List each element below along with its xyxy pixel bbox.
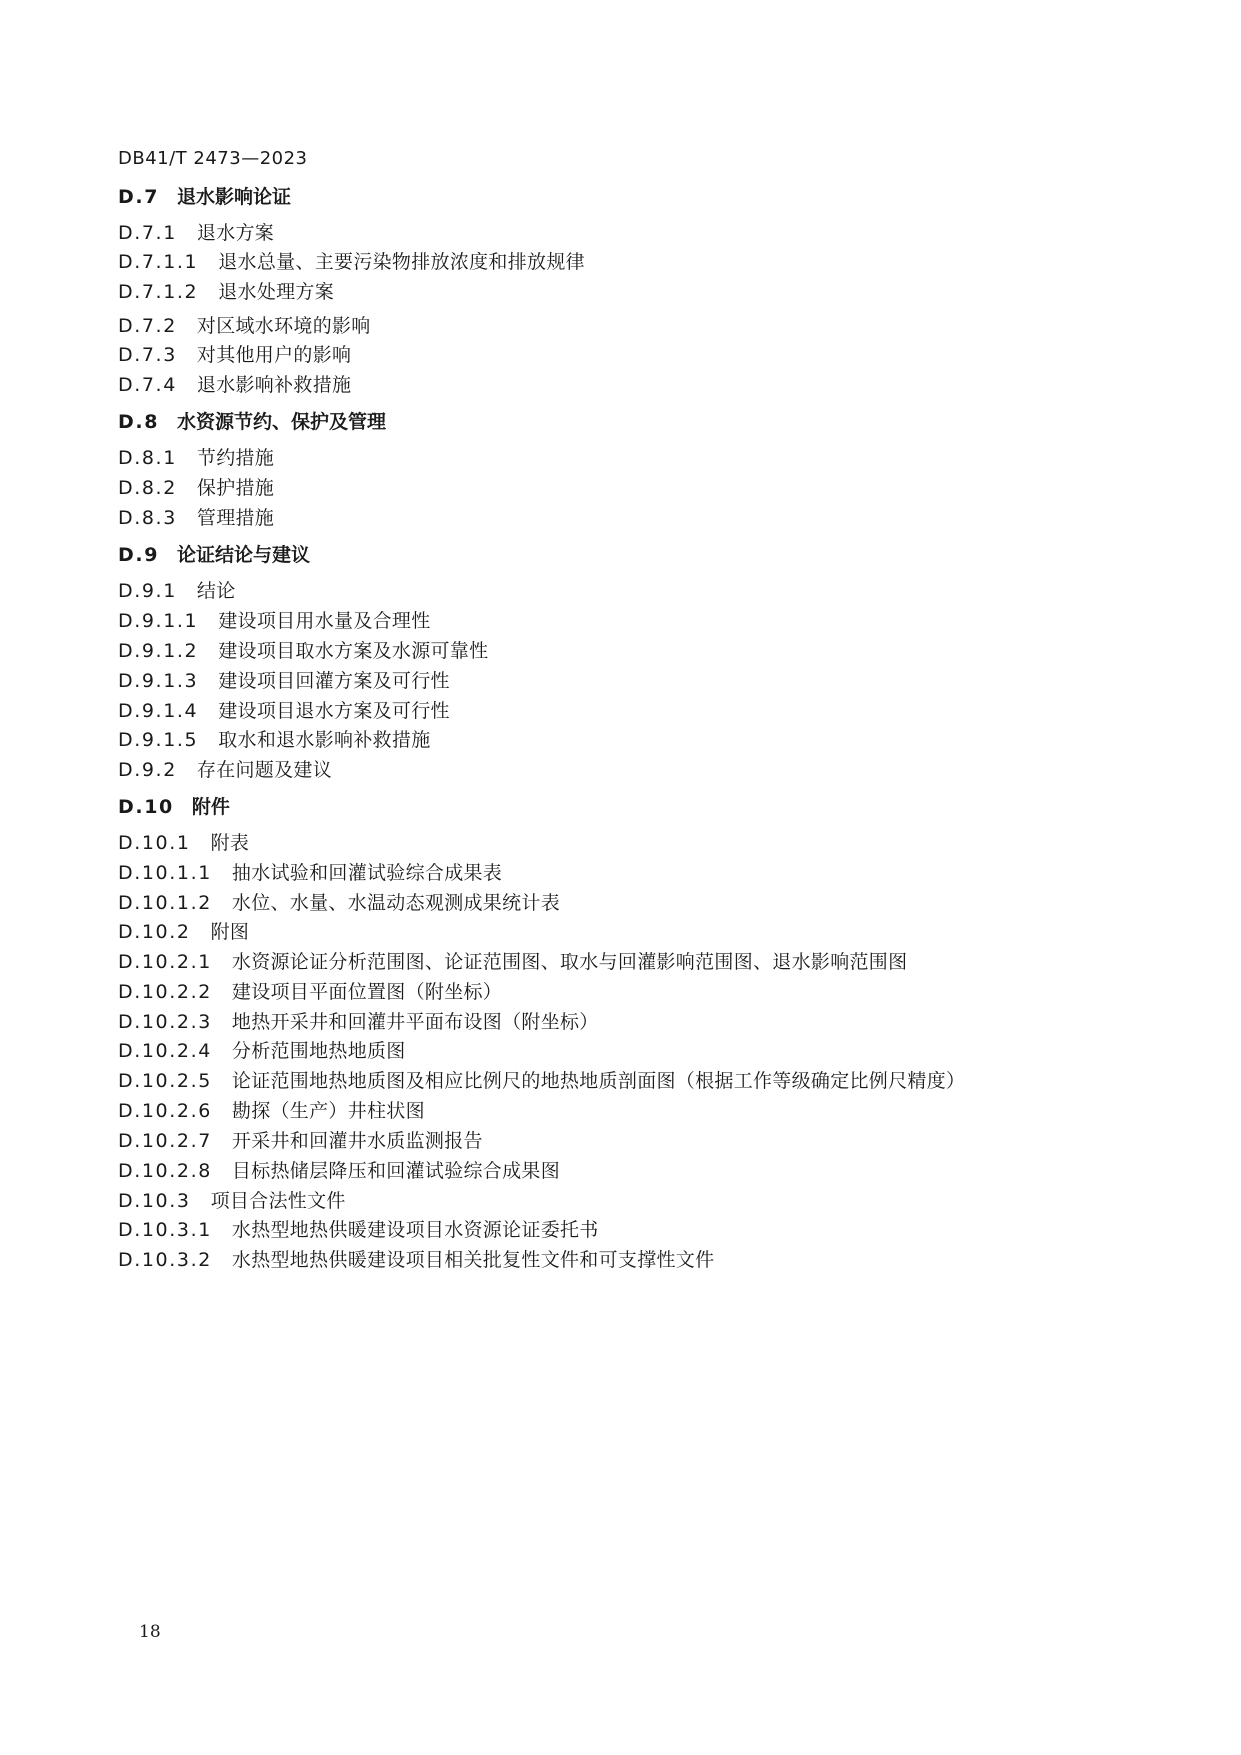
- item-number: D.10.1: [118, 832, 191, 854]
- item-title: 建设项目平面位置图（附坐标）: [231, 981, 503, 1003]
- item-title: 水资源节约、保护及管理: [177, 411, 387, 433]
- item-title: 退水处理方案: [218, 281, 335, 303]
- item-number: D.10.2.3: [118, 1011, 212, 1033]
- item-number: D.9: [118, 544, 160, 566]
- outline-item: [118, 696, 450, 723]
- item-number: D.10.2.4: [118, 1040, 212, 1062]
- outline-item: [118, 370, 351, 397]
- item-number: D.10.2.8: [118, 1160, 212, 1182]
- item-title: 节约措施: [196, 447, 275, 469]
- page-number: 18: [139, 1622, 161, 1642]
- outline-item: [118, 666, 450, 693]
- item-number: D.7.1: [118, 222, 177, 244]
- outline-item: [118, 1215, 599, 1242]
- outline-item: [118, 755, 332, 782]
- item-title: 管理措施: [196, 507, 275, 529]
- item-number: D.7.1.1: [118, 251, 199, 273]
- item-number: D.9.1.5: [118, 729, 199, 751]
- item-title: 附件: [191, 796, 230, 818]
- item-title: 勘探（生产）井柱状图: [231, 1100, 425, 1122]
- item-title: 退水方案: [196, 222, 275, 244]
- outline-item: [118, 1156, 560, 1183]
- outline-item: [118, 311, 371, 338]
- item-number: D.10.1.1: [118, 862, 212, 884]
- outline-item: [118, 247, 585, 274]
- outline-item: [118, 1096, 425, 1123]
- item-title: 结论: [196, 580, 236, 602]
- item-title: 建设项目用水量及合理性: [218, 610, 431, 632]
- item-number: D.7.2: [118, 315, 177, 337]
- item-number: D.10.3: [118, 1190, 191, 1212]
- outline-item: [118, 1245, 714, 1272]
- item-title: 取水和退水影响补救措施: [218, 729, 431, 751]
- item-title: 附表: [210, 832, 250, 854]
- item-number: D.9.1.4: [118, 700, 199, 722]
- section-heading: [118, 540, 310, 567]
- outline-item: [118, 503, 274, 530]
- item-number: D.10.1.2: [118, 892, 212, 914]
- outline-item: [118, 636, 488, 663]
- outline-item: [118, 473, 274, 500]
- section-heading: [118, 182, 291, 209]
- item-title: 抽水试验和回灌试验综合成果表: [231, 862, 503, 884]
- item-title: 水热型地热供暖建设项目水资源论证委托书: [231, 1219, 599, 1241]
- outline-item: [118, 443, 274, 470]
- item-number: D.10.2.1: [118, 951, 212, 973]
- item-number: D.7.1.2: [118, 281, 199, 303]
- outline-item: [118, 725, 431, 752]
- item-number: D.10.2: [118, 921, 191, 943]
- outline-item: [118, 917, 249, 944]
- outline-item: [118, 977, 502, 1004]
- item-number: D.10: [118, 796, 174, 818]
- outline-item: [118, 828, 249, 855]
- outline-item: [118, 1007, 599, 1034]
- item-title: 水热型地热供暖建设项目相关批复性文件和可支撑性文件: [231, 1249, 715, 1271]
- item-title: 水资源论证分析范围图、论证范围图、取水与回灌影响范围图、退水影响范围图: [231, 951, 908, 973]
- outline-item: [118, 888, 560, 915]
- outline-item: [118, 1126, 483, 1153]
- item-title: 地热开采井和回灌井平面布设图（附坐标）: [231, 1011, 599, 1033]
- item-title: 建设项目退水方案及可行性: [218, 700, 450, 722]
- outline-item: [118, 1186, 346, 1213]
- item-number: D.7: [118, 186, 160, 208]
- outline-item: [118, 606, 431, 633]
- item-number: D.10.2.2: [118, 981, 212, 1003]
- item-number: D.9.1.2: [118, 640, 199, 662]
- item-title: 建设项目回灌方案及可行性: [218, 670, 450, 692]
- section-heading: [118, 407, 386, 434]
- item-number: D.10.2.7: [118, 1130, 212, 1152]
- item-title: 退水影响补救措施: [196, 374, 352, 396]
- outline-item: [118, 277, 334, 304]
- document-code: DB41/T 2473—2023: [118, 148, 308, 169]
- item-title: 存在问题及建议: [196, 759, 332, 781]
- item-title: 建设项目取水方案及水源可靠性: [218, 640, 489, 662]
- item-title: 附图: [210, 921, 250, 943]
- item-number: D.9.1.3: [118, 670, 199, 692]
- item-title: 项目合法性文件: [210, 1190, 346, 1212]
- item-title: 开采井和回灌井水质监测报告: [231, 1130, 483, 1152]
- outline-item: [118, 218, 274, 245]
- outline-item: [118, 576, 236, 603]
- outline-item: [118, 340, 351, 367]
- outline-item: [118, 858, 502, 885]
- item-number: D.8.3: [118, 507, 177, 529]
- item-title: 论证范围地热地质图及相应比例尺的地热地质剖面图（根据工作等级确定比例尺精度）: [231, 1070, 966, 1092]
- section-heading: [118, 792, 230, 819]
- item-number: D.7.3: [118, 344, 177, 366]
- item-title: 保护措施: [196, 477, 275, 499]
- item-number: D.8: [118, 411, 160, 433]
- item-number: D.9.1.1: [118, 610, 199, 632]
- outline-item: [118, 947, 907, 974]
- item-title: 对其他用户的影响: [196, 344, 352, 366]
- item-title: 对区域水环境的影响: [196, 315, 371, 337]
- item-number: D.10.2.6: [118, 1100, 212, 1122]
- item-title: 目标热储层降压和回灌试验综合成果图: [231, 1160, 561, 1182]
- item-number: D.10.2.5: [118, 1070, 212, 1092]
- item-title: 退水总量、主要污染物排放浓度和排放规律: [218, 251, 585, 273]
- item-number: D.9.2: [118, 759, 177, 781]
- item-number: D.7.4: [118, 374, 177, 396]
- item-number: D.8.1: [118, 447, 177, 469]
- item-number: D.8.2: [118, 477, 177, 499]
- item-number: D.10.3.2: [118, 1249, 212, 1271]
- item-number: D.9.1: [118, 580, 177, 602]
- item-title: 水位、水量、水温动态观测成果统计表: [231, 892, 561, 914]
- outline-item: [118, 1036, 406, 1063]
- item-title: 分析范围地热地质图: [231, 1040, 406, 1062]
- item-title: 退水影响论证: [177, 186, 292, 208]
- item-title: 论证结论与建议: [177, 544, 311, 566]
- outline-item: [118, 1066, 965, 1093]
- item-number: D.10.3.1: [118, 1219, 212, 1241]
